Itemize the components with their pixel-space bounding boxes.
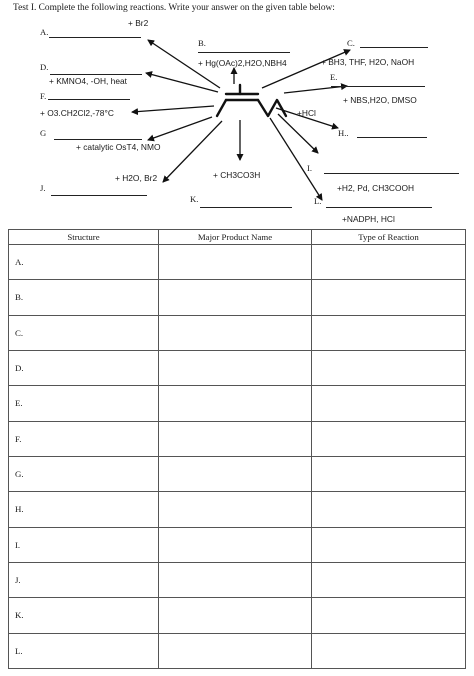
reagent-oxymercuration: + Hg(OAc)2,H2O,NBH4 [198, 58, 287, 68]
blank-label-H: H.. [338, 128, 349, 138]
alkene-structure [217, 85, 286, 116]
reagent-peracid: + CH3CO3H [213, 170, 261, 180]
row-label-B[interactable]: B. [9, 280, 159, 315]
table-row [9, 421, 466, 456]
answer-line-K [200, 207, 292, 208]
instructions-title: Test I. Complete the following reactions. Write your answer on the given table below: [13, 3, 335, 13]
arrow-to-C [262, 50, 350, 88]
answer-table [8, 229, 466, 669]
header-reaction-type: Type of Reaction [312, 230, 466, 245]
cell-reaction-type[interactable] [312, 456, 466, 491]
row-label-I[interactable]: I. [9, 527, 159, 562]
cell-product-name[interactable] [159, 245, 312, 280]
reagent-hydrogenation: +H2, Pd, CH3COOH [337, 183, 415, 193]
reagent-hcl: +HCl [297, 108, 316, 118]
reagent-nadph: +NADPH, HCl [342, 214, 395, 224]
reagent-kmno4: + KMNO4, -OH, heat [49, 76, 127, 86]
reagent-h2o-br2: + H2O, Br2 [115, 173, 158, 183]
cell-reaction-type[interactable] [312, 598, 466, 633]
blank-label-C: C. [347, 38, 355, 48]
row-label-L[interactable]: L. [9, 633, 159, 668]
arrow-to-G [148, 117, 212, 140]
cell-reaction-type[interactable] [312, 386, 466, 421]
blank-label-I: I. [307, 163, 313, 173]
answer-line-E [331, 86, 425, 87]
arrow-to-E [284, 86, 347, 93]
cell-product-name[interactable] [159, 562, 312, 597]
reagent-oso4: + catalytic OsT4, NMO [76, 142, 161, 152]
cell-reaction-type[interactable] [312, 280, 466, 315]
blank-label-E: E. [330, 72, 338, 82]
cell-product-name[interactable] [159, 456, 312, 491]
table-row [9, 598, 466, 633]
table-row [9, 562, 466, 597]
table-row [9, 245, 466, 280]
table-row [9, 633, 466, 668]
row-label-C[interactable]: C. [9, 315, 159, 350]
answer-line-A [49, 37, 141, 38]
cell-reaction-type[interactable] [312, 421, 466, 456]
table-row [9, 492, 466, 527]
cell-product-name[interactable] [159, 280, 312, 315]
blank-label-B: B. [198, 38, 206, 48]
row-label-F[interactable]: F. [9, 421, 159, 456]
blank-label-A: A. [40, 27, 49, 37]
row-label-K[interactable]: K. [9, 598, 159, 633]
answer-line-C [360, 47, 428, 48]
header-product-name: Major Product Name [159, 230, 312, 245]
cell-product-name[interactable] [159, 421, 312, 456]
answer-line-I [324, 173, 459, 174]
header-structure: Structure [9, 230, 159, 245]
cell-reaction-type[interactable] [312, 562, 466, 597]
cell-reaction-type[interactable] [312, 350, 466, 385]
cell-reaction-type[interactable] [312, 315, 466, 350]
answer-line-G [54, 139, 142, 140]
cell-product-name[interactable] [159, 527, 312, 562]
table-header-row [9, 230, 466, 245]
answer-line-B [198, 52, 290, 53]
table-row [9, 280, 466, 315]
row-label-E[interactable]: E. [9, 386, 159, 421]
blank-label-G: G [40, 128, 47, 138]
table-row [9, 527, 466, 562]
reagent-ozonolysis: + O3.CH2Cl2,-78°C [40, 108, 114, 118]
answer-line-D [50, 74, 142, 75]
arrow-to-D [146, 73, 218, 92]
answer-line-L [326, 207, 432, 208]
blank-label-J: J. [40, 183, 46, 193]
cell-product-name[interactable] [159, 350, 312, 385]
cell-reaction-type[interactable] [312, 245, 466, 280]
answer-line-J [51, 195, 147, 196]
row-label-D[interactable]: D. [9, 350, 159, 385]
arrow-to-L [270, 118, 322, 200]
cell-product-name[interactable] [159, 386, 312, 421]
reagent-nbs: + NBS,H2O, DMSO [343, 95, 417, 105]
answer-line-F [48, 99, 130, 100]
cell-product-name[interactable] [159, 492, 312, 527]
blank-label-L: L. [314, 196, 322, 206]
cell-reaction-type[interactable] [312, 492, 466, 527]
table-row [9, 315, 466, 350]
cell-product-name[interactable] [159, 315, 312, 350]
table-row [9, 350, 466, 385]
cell-product-name[interactable] [159, 598, 312, 633]
answer-line-H [357, 137, 427, 138]
row-label-G[interactable]: G. [9, 456, 159, 491]
cell-product-name[interactable] [159, 633, 312, 668]
cell-reaction-type[interactable] [312, 633, 466, 668]
arrow-to-F [132, 106, 214, 112]
blank-label-D: D. [40, 62, 49, 72]
table-row [9, 386, 466, 421]
blank-label-K: K. [190, 194, 199, 204]
blank-label-F: F. [40, 91, 47, 101]
row-label-A[interactable]: A. [9, 245, 159, 280]
row-label-H[interactable]: H. [9, 492, 159, 527]
cell-reaction-type[interactable] [312, 527, 466, 562]
reagent-hydroboration: + BH3, THF, H2O, NaOH [321, 57, 415, 67]
table-row [9, 456, 466, 491]
reagent-br2: + Br2 [128, 18, 149, 28]
row-label-J[interactable]: J. [9, 562, 159, 597]
